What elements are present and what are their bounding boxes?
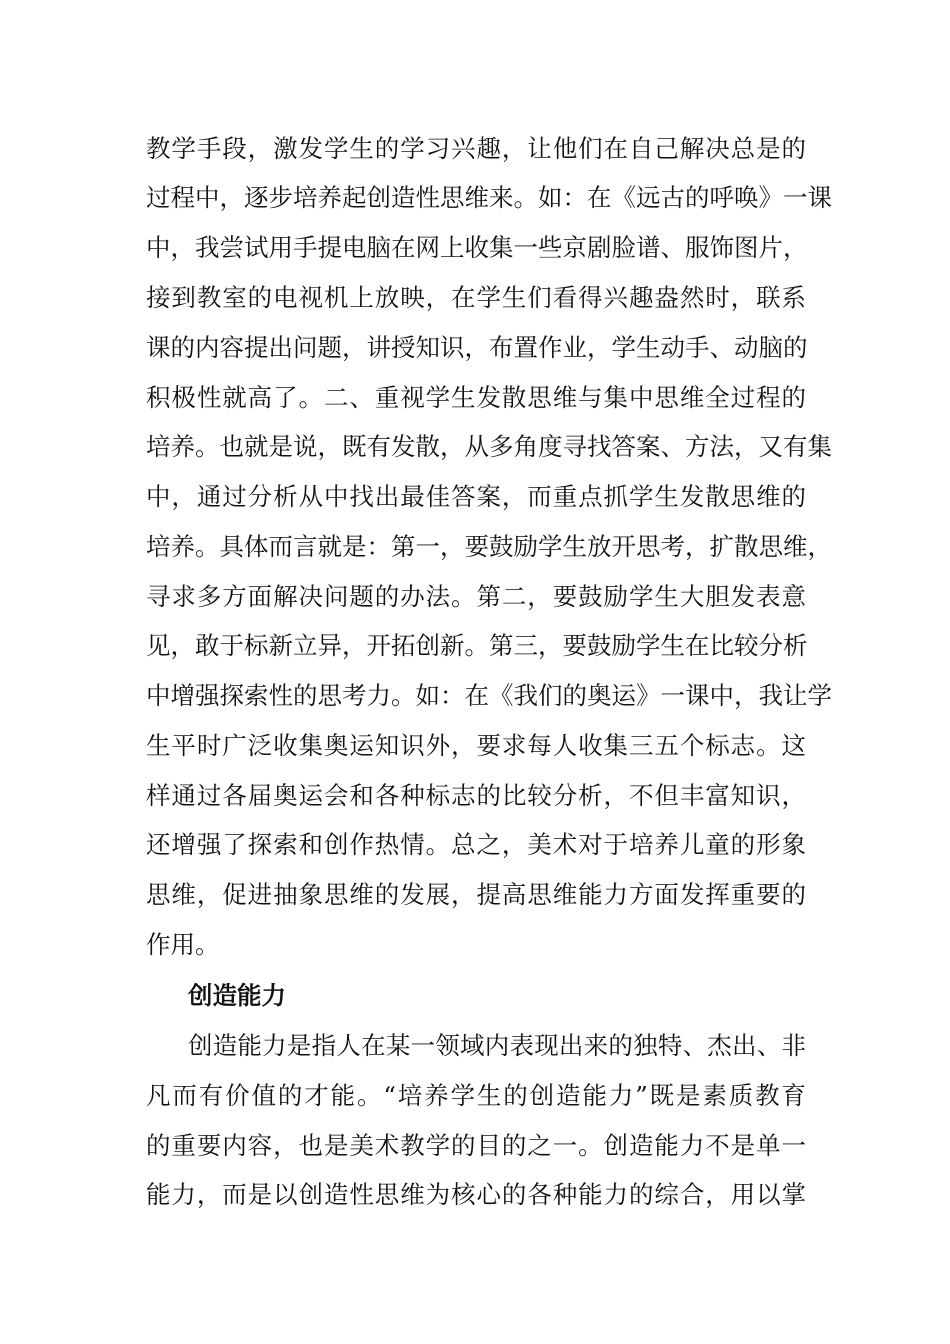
paragraph-line: 中增强探索性的思考力。如：在《我们的奥运》一课中，我让学 <box>146 681 832 710</box>
paragraph-line: 寻求多方面解决问题的办法。第二，要鼓励学生大胆发表意 <box>146 582 806 611</box>
paragraph-line: 培养。也就是说，既有发散，从多角度寻找答案、方法，又有集 <box>146 432 832 461</box>
paragraph-line: 思维，促进抽象思维的发展，提高思维能力方面发挥重要的 <box>146 880 806 909</box>
section-heading: 创造能力 <box>188 981 286 1010</box>
paragraph-line: 能力，而是以创造性思维为核心的各种能力的综合，用以掌 <box>146 1180 806 1209</box>
paragraph-line: 接到教室的电视机上放映，在学生们看得兴趣盎然时，联系 <box>146 283 806 312</box>
paragraph-line: 课的内容提出问题，讲授知识，布置作业，学生动手、动脑的 <box>146 333 808 362</box>
paragraph-line: 创造能力是指人在某一领域内表现出来的独特、杰出、非 <box>188 1031 806 1060</box>
paragraph-line: 中，我尝试用手提电脑在网上收集一些京剧脸谱、服饰图片， <box>146 233 808 262</box>
paragraph-line: 生平时广泛收集奥运知识外，要求每人收集三五个标志。这 <box>146 731 806 760</box>
paragraph-line: 教学手段，激发学生的学习兴趣，让他们在自己解决总是的 <box>146 134 806 163</box>
paragraph-line: 还增强了探索和创作热情。总之，美术对于培养儿童的形象 <box>146 830 806 859</box>
paragraph-line: 过程中，逐步培养起创造性思维来。如：在《远古的呼唤》一课 <box>146 183 832 212</box>
paragraph-line: 中，通过分析从中找出最佳答案，而重点抓学生发散思维的 <box>146 482 806 511</box>
paragraph-line: 的重要内容，也是美术教学的目的之一。创造能力不是单一 <box>146 1131 806 1160</box>
paragraph-line: 见，敢于标新立异，开拓创新。第三，要鼓励学生在比较分析 <box>146 631 808 660</box>
paragraph-line: 培养。具体而言就是：第一，要鼓励学生放开思考，扩散思维， <box>146 532 832 561</box>
paragraph-line: 作用。 <box>146 930 220 959</box>
paragraph-line: 积极性就高了。二、重视学生发散思维与集中思维全过程的 <box>146 383 806 412</box>
paragraph-line: 凡而有价值的才能。“培养学生的创造能力”既是素质教育 <box>146 1081 806 1110</box>
paragraph-line: 样通过各届奥运会和各种标志的比较分析，不但丰富知识， <box>146 781 806 810</box>
